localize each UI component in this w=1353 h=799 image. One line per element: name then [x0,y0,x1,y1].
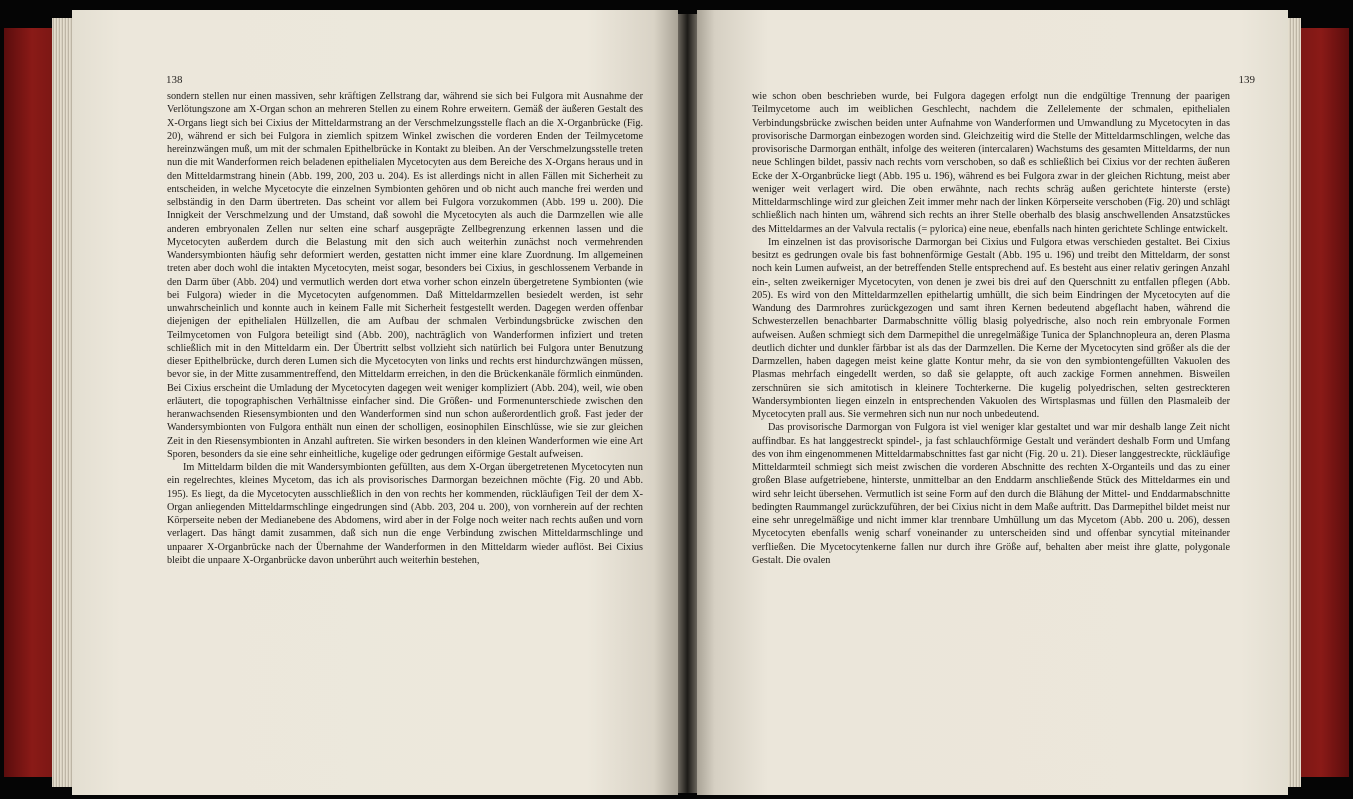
left-page-text [167,90,643,567]
left-page-number: 138 [166,74,183,86]
right-page [697,10,1288,795]
left-page [72,10,678,795]
left-paragraph-1: sondern stellen nur einen massiven, sehr kräftigen Zellstrang dar, während sie sich bei Fulgora mit Ausnahme der Verlötungszone am X-Organ schon an mehreren Stellen zu einem Rohre erweitern. Gemäß der äußeren Gestalt des X-Organs liegt sich bei Cixius der Mitteldarmstrang an der Verschmelzungsstelle flach an die X-Organbrücke (Fig. 20), während er sich bei Fulgora in ziemlich spitzem Winkel zwischen die vorderen Enden der Teilmycetome hereinzwängen muß, um mit der schmalen Epithelbrücke in Kontakt zu bleiben. An der Verschmelzungsstelle treten nun die mit Wanderformen reich beladenen epithelialen Mycetocyten aus dem Bereiche des X-Organs heraus und in den Mitteldarmstrang hinein (Abb. 199, 200, 203 u. 204). Es ist allerdings nicht in allen Fällen mit Sicherheit zu entscheiden, in welche Mycetocyte die einzelnen Symbionten gehören und ob nicht auch manche frei werden und selbständig in den Darm übertreten. Das scheint vor allem bei Fulgora vorzukommen (Abb. 199 u. 200). Die Innigkeit der Verschmelzung und der Umstand, daß sowohl die Mycetocyten als auch die Darmzellen wie alle anderen embryonalen Zellen nur selten eine scharf ausgeprägte Zellbegrenzung erkennen lassen und die Mycetocyten außerdem durch die Belastung mit den sich auch weiterhin zunächst noch vermehrenden Wandersymbionten häufig sehr deformiert werden, gestatten nicht immer eine klare Zuordnung. Im allgemeinen treten aber doch wohl die intakten Mycetocyten, meist sogar, besonders bei Cixius, in geschlossenem Verbande in den Darm über (Abb. 204) und vermutlich werden dort etwa vorher schon einzeln übergetretene Symbionten (wie bei Fulgora) wieder in die Mycetocyten aufgenommen. Daß Mitteldarmzellen besiedelt werden, ist sehr unwahrscheinlich und konnte auch in keinem Falle mit Sicherheit festgestellt werden. Dagegen werden offenbar diejenigen der epithelialen Hüllzellen, die am Aufbau der schmalen Verbindungsbrücke zwischen den Teilmycetomen von Fulgora beteiligt sind (Abb. 200), nachträglich von Wanderformen infiziert und treten schließlich mit in den Mitteldarm ein. Der Übertritt selbst vollzieht sich natürlich bei Fulgora unter Benutzung dieser Epithelbrücke, durch deren Lumen sich die Mycetocyten von links und rechts erst hindurchzwängen müssen, bevor sie, in der Mitte zusammentreffend, den Mitteldarm erreichen, in den die Brückenkanäle förmlich einmünden. Bei Cixius erscheint die Umladung der Mycetocyten dagegen weit weniger kompliziert (Abb. 204), weil, wie oben erläutert, die topographischen Verhältnisse einfacher sind. Die Größen- und Formenunterschiede zwischen den heranwachsenden Riesensymbionten und den Wanderformen sind nun schon außerordentlich groß. Fast jeder der Wandersymbionten von Fulgora enthält nun einen der scholligen, eosinophilen Einschlüsse, wie sie zur gleichen Zeit in den Riesensymbionten in Anzahl auftreten. Sie wirken besonders in den kleinen Wanderformen wie eine Art Sporen, besonders da sie eine sehr einheitliche, kugelige oder gedrungen eiförmige Gestalt aufweisen. [167,91,643,460]
right-paragraph-2: Im einzelnen ist das provisorische Darmorgan bei Cixius und Fulgora etwas verschieden gestaltet. Bei Cixius besitzt es gedrungen ovale bis fast bohnenförmige Gestalt (Abb. 195 u. 196) und treibt den Mitteldarm, der sonst noch kein Lumen aufweist, an der betreffenden Stelle entsprechend auf. Es besteht aus einer relativ geringen Anzahl ein-, selten zweikerniger Mycetocyten, von denen je zwei bis drei auf den Querschnitt zu entfallen pflegen (Abb. 205). Es wird von den Mitteldarmzellen epithelartig umhüllt, die sich beim Eindringen der Mycetocyten auf die Wandung des Darmrohres zurückgezogen und samt ihren Kernen bedeutend abgeflacht haben, während die Schwesterzellen benachbarter Darmabschnitte völlig blasig polyedrische, also noch rein embryonale Formen aufweisen. Außen schmiegt sich dem Darmepithel die unregelmäßige Tunica der Splanchnopleura an, deren Plasma deutlich dichter und dunkler färbbar ist als das der Darmzellen. Die Kerne der Mycetocyten sind größer als die der Darmzellen, haben dagegen meist keine glatte Kontur mehr, da sie von den symbiontengefüllten Vakuolen des Plasmas mehrfach eingedellt werden, so daß sie gelappte, oft auch zackige Formen annehmen. Bisweilen zerschnüren sie sich amitotisch in kleinere Tochterkerne. Die kugelig polyedrischen, selten gestreckteren Wandersymbionten liegen einzeln in entsprechenden Vakuolen des Wirtsplasmas und füllen den Plasmaleib der Mycetocyten prall aus. Sie vermehren sich nun nur noch unbedeutend. [752,236,1230,420]
right-page-number: 139 [1238,74,1255,86]
right-page-text [752,90,1230,567]
right-paragraph-3: Das provisorische Darmorgan von Fulgora ist viel weniger klar gestaltet und war mir deshalb lange Zeit nicht auffindbar. Es hat langgestreckt spindel-, ja fast schlauchförmige Gestalt und verändert deshalb Form und Umfang des von ihm eingenommenen Mitteldarmabschnittes fast gar nicht (Fig. 20 u. 21). Dieser langgestreckte, rückläufige Mitteldarmteil schmiegt sich meist zwischen die vorderen Abschnitte des rechten X-Organteils und das zu einer großen Blase aufgetriebene, hinterste, unmittelbar an den Enddarm anschließende Stück des Mitteldarmes ein und wird sehr leicht übersehen. Vermutlich ist seine Form auf den durch die Blähung der Mittel- und Enddarmabschnitte bedingten Raummangel zurückzuführen, der bei Cixius nicht in dem Maße auftritt. Das Darmepithel bildet meist nur eine sehr unregelmäßige und nicht immer klar trennbare Umhüllung um das Mycetom (Abb. 200 u. 206), dessen Mycetocyten ebenfalls wenig scharf voneinander zu unterscheiden sind und offenbar syncytial miteinander verfließen. Die Mycetocytenkerne fallen nur durch ihre Größe auf, behalten aber meist ihre glatte, polygonale Gestalt. Die ovalen [752,422,1230,566]
book-gutter [678,14,697,793]
left-paragraph-2: Im Mitteldarm bilden die mit Wandersymbionten gefüllten, aus dem X-Organ übergetretenen Mycetocyten nun ein regelrechtes, kleines Mycetom, das ich als provisorisches Darmorgan bezeichnen möchte (Fig. 20 und Abb. 195). Es liegt, da die Mycetocyten ausschließlich in den von rechts her kommenden, rückläufigen Teil der dem X-Organ anliegenden Mitteldarmschlinge eingedrungen sind (Abb. 203, 204 u. 200), von vornherein auf der rechten Körperseite neben der Medianebene des Abdomens, wird aber in der Folge noch weiter nach rechts außen und vorn verlagert. Das hängt damit zusammen, daß sich nun die enge Verbindung zwischen Mitteldarmschlinge und unpaarer X-Organbrücke nach der Übernahme der Wanderformen in den Mitteldarm wieder auflöst. Bei Cixius bleibt die unpaare X-Organbrücke davon unberührt auch weiterhin bestehen, [167,462,643,566]
right-paragraph-1: wie schon oben beschrieben wurde, bei Fulgora dagegen erfolgt nun die endgültige Trennung der paarigen Teilmycetome auch im weiblichen Geschlecht, nachdem die Zellelemente der schmalen, epithelialen Verbindungsbrücke zwischen beiden unter Aufnahme von Wanderformen und Umwandlung zu Mycetocyten in das provisorische Darmorgan einbezogen worden sind. Gleichzeitig wird die Stelle der Mitteldarmschlingen, welche das provisorische Darmorgan enthält, infolge des weiteren (intercalaren) Wachstums des gesamten Mitteldarms, der nun neue Schlingen bildet, passiv nach rechts vorn verschoben, so daß es schließlich bei Cixius vor der rechten äußeren Ecke der X-Organbrücke liegt (Abb. 195 u. 196), während es bei Fulgora zwar in der gleichen Richtung, meist aber weniger weit verlagert wird. Die oben erwähnte, nach rechts schräg außen gerichtete hinterste (erste) Mitteldarmschlinge wird zur gleichen Zeit immer mehr nach der linken Körperseite verschoben (Fig. 20) und schlägt schließlich nach hinten um, während sich rechts an ihrer Stelle oberhalb des blasig anschwellenden Ansatzstückes des Mitteldarmes an der Valvula rectalis (= pylorica) eine neue, ebenfalls nach hinten gerichtete Schlinge entwickelt. [752,91,1230,235]
